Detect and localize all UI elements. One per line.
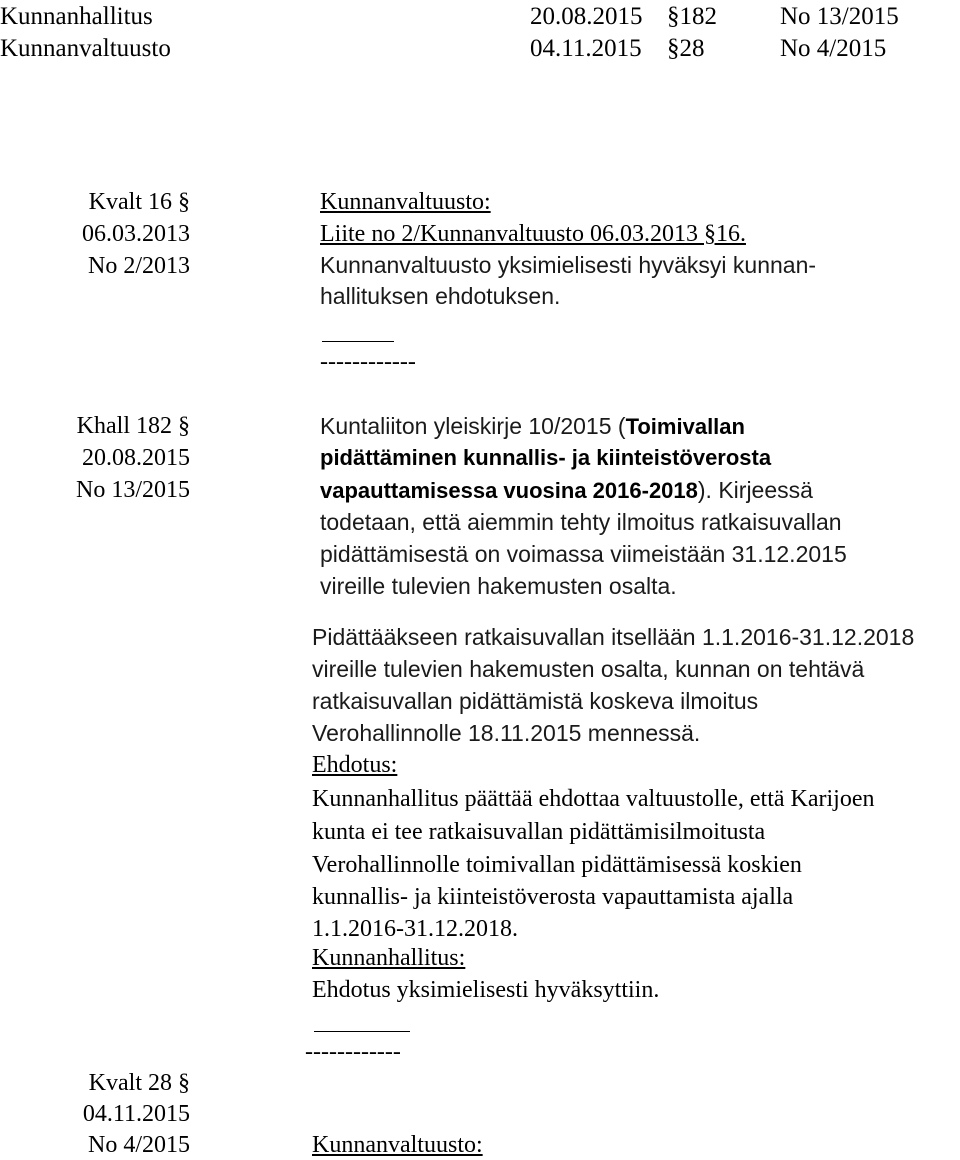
body-text: Verohallinnolle 18.11.2015 mennessä. [312,720,701,746]
body-text: vireille tulevien hakemusten osalta, kunnan on tehtävä [312,656,865,682]
header-body-2: Kunnanvaltuusto [0,35,171,62]
body-line [320,415,745,438]
body-text: Pidättääkseen ratkaisuvallan itsellään 1.1.2016-31.12.2018 [312,624,915,650]
separator-rule [314,1031,410,1032]
side-ref-line-1: Khall 182 § [76,413,190,439]
separator-rule [322,341,394,342]
decision-text: Ehdotus yksimielisesti hyväksyttiin. [312,977,660,1003]
proposal-text: Verohallinnolle toimivallan pidättämisessä koskien [312,852,802,878]
side-ref-line-2: 20.08.2015 [82,445,190,471]
bold-title: vapauttamisessa vuosina 2016-2018 [320,478,698,503]
section-heading: Kunnanvaltuusto: [312,1132,483,1158]
header-date-1: 20.08.2015 [530,3,643,30]
body-text: ). Kirjeessä [697,477,813,503]
section-heading: Kunnanvaltuusto: [320,189,491,215]
proposal-text: kunnallis- ja kiinteistöverosta vapauttamista ajalla [312,884,794,910]
body-text: pidättämisestä on voimassa viimeistään 31.12.2015 [320,541,847,567]
header-number-2: No 4/2015 [780,35,887,62]
separator-dashes: ------------ [305,1039,401,1065]
bold-title: Toimivallan [625,414,745,439]
proposal-text: Kunnanhallitus päättää ehdottaa valtuustolle, että Karijoen [312,786,875,812]
body-text: vireille tulevien hakemusten osalta. [320,573,677,599]
body-text: Kunnanvaltuusto yksimielisesti hyväksyi kunnan- [320,252,817,278]
body-text: Kuntaliiton yleiskirje 10/2015 ( [320,413,626,439]
side-ref-line-2: 06.03.2013 [82,221,190,247]
body-text: hallituksen ehdotuksen. [320,283,561,309]
attachment-link[interactable]: Liite no 2/Kunnanvaltuusto 06.03.2013 §16. [320,221,746,247]
proposal-text: kunta ei tee ratkaisuvallan pidättämisilmoitusta [312,819,766,845]
header-date-2: 04.11.2015 [530,35,642,62]
separator-dashes: ------------ [320,349,416,375]
bold-title: pidättäminen kunnallis- ja kiinteistöverosta [320,445,772,470]
proposal-text: 1.1.2016-31.12.2018. [312,916,518,942]
header-section-2: §28 [667,35,705,62]
side-ref-line-3: No 13/2015 [76,477,190,503]
side-ref-line-3: No 4/2015 [88,1132,190,1158]
side-ref-line-1: Kvalt 16 § [88,189,190,215]
header-number-1: No 13/2015 [780,3,899,30]
side-ref-line-3: No 2/2013 [88,253,190,279]
body-line [320,479,813,502]
header-body-1: Kunnanhallitus [0,3,153,30]
side-ref-line-1: Kvalt 28 § [88,1070,190,1096]
decision-heading: Kunnanhallitus: [312,945,466,971]
proposal-heading: Ehdotus: [312,752,398,778]
header-section-1: §182 [667,3,717,30]
body-text: ratkaisuvallan pidättämistä koskeva ilmoitus [312,688,759,714]
side-ref-line-2: 04.11.2015 [82,1101,190,1127]
body-text: todetaan, että aiemmin tehty ilmoitus ratkaisuvallan [320,509,842,535]
